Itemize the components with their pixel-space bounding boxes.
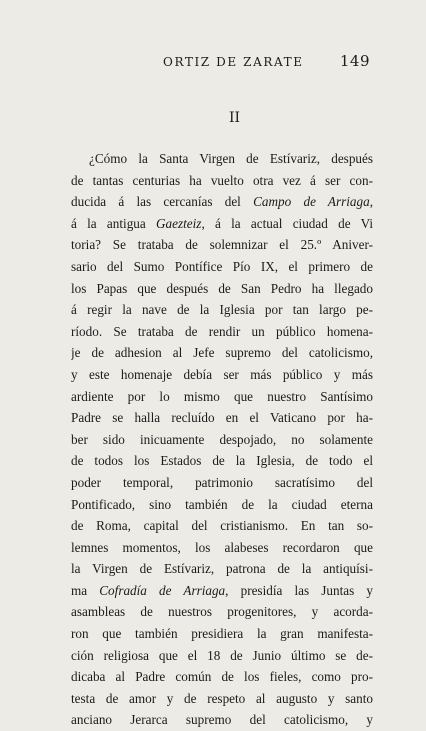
text-line: de tantas centurias ha vuelto otra vez á ser con- xyxy=(71,172,373,188)
text-line: ¿Cómo la Santa Virgen de Estívariz, después xyxy=(89,151,373,166)
text-line: dicaba al Padre común de los fieles, como pro- xyxy=(71,669,373,685)
text-line: á regir la nave de la Iglesia por tan largo pe- xyxy=(71,302,373,318)
text-line: los Papas que después de San Pedro ha llegado xyxy=(71,280,373,296)
text-line: anciano Jerarca supremo del catolicismo, y xyxy=(71,712,373,728)
text-line: de todos los Estados de la Iglesia, de todo el xyxy=(71,453,373,469)
text-line: ardiente por lo mismo que nuestro Santísimo xyxy=(71,388,373,404)
body-paragraph xyxy=(71,148,373,731)
text-line: Padre se halla recluído en el Vaticano por ha- xyxy=(71,410,373,426)
text-line: la Virgen de Estívariz, patrona de la antiquísi- xyxy=(71,561,373,577)
text-line: ber sido inicuamente despojado, no solamente xyxy=(71,431,373,447)
text-line: ron que también presidiera la gran manifesta- xyxy=(71,626,373,642)
text-line: ción religiosa que el 18 de Junio último se de- xyxy=(71,647,373,663)
text-line: testa de amor y de respeto al augusto y santo xyxy=(71,690,373,706)
text-line: de Roma, capital del cristianismo. En tan so- xyxy=(71,518,373,534)
text-line: á la antigua Gaezteiz, á la actual ciudad de Vi xyxy=(71,215,373,231)
section-heading: II xyxy=(228,110,241,126)
text-line: je de adhesion al Jefe supremo del catolicismo, xyxy=(71,345,373,361)
text-line: ducida á las cercanías del Campo de Arriaga, xyxy=(71,194,373,210)
running-head-title: ORTIZ DE ZARATE xyxy=(163,55,304,69)
text-line: lemnes momentos, los alabeses recordaron que xyxy=(71,539,373,555)
text-line: ma Cofradía de Arriaga, presidía las Juntas y xyxy=(71,582,373,598)
text-line: y este homenaje debía ser más público y más xyxy=(71,366,373,382)
text-line: sario del Sumo Pontífice Pío IX, el primero de xyxy=(71,258,373,274)
text-line: ríodo. Se trataba de rendir un público homena- xyxy=(71,323,373,339)
text-line: asambleas de nuestros progenitores, y acorda- xyxy=(71,604,373,620)
text-line: Pontificado, sino también de la ciudad eterna xyxy=(71,496,373,512)
running-head xyxy=(92,52,370,72)
text-line: toria? Se trataba de solemnizar el 25.º Aniver- xyxy=(71,237,373,253)
page-number: 149 xyxy=(339,52,370,70)
text-line: poder temporal, patrimonio sacratísimo del xyxy=(71,474,373,490)
